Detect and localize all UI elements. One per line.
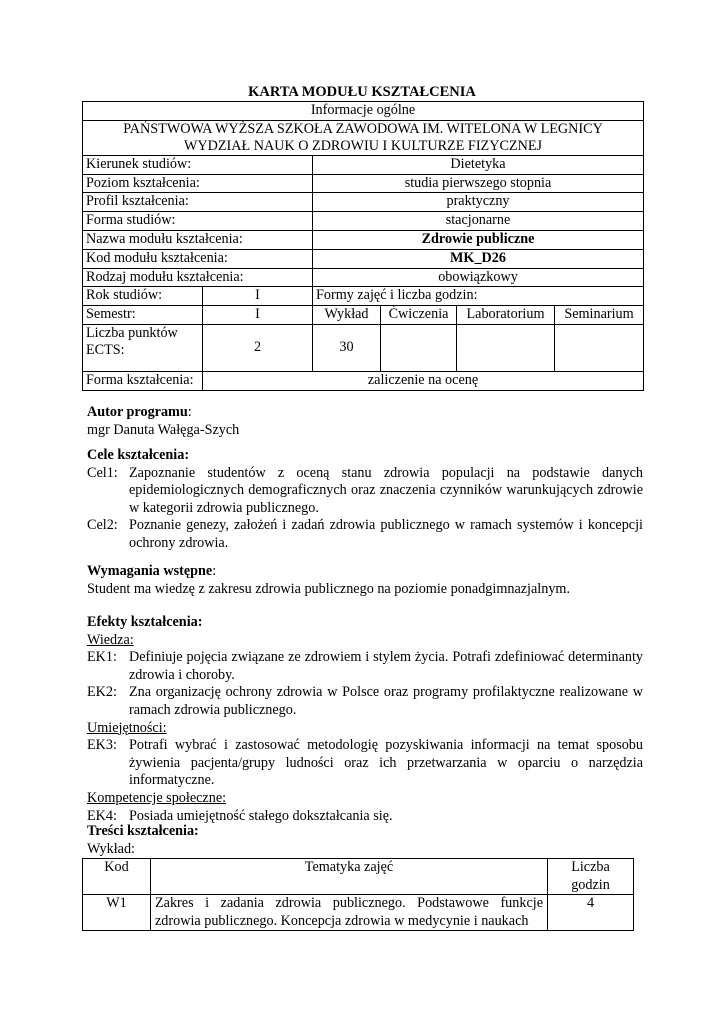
table-row (83, 155, 644, 174)
requirements-text: Student ma wiedzę z zakresu zdrowia publicznego na poziomie ponadgimnazjalnym. (87, 580, 570, 597)
row-value: praktyczny (313, 193, 644, 212)
assessment-value: zaliczenie na ocenę (203, 371, 644, 390)
hours-laboratory (457, 324, 555, 371)
hours-exercises (381, 324, 457, 371)
assessment-label: Forma kształcenia: (83, 371, 203, 390)
col-topic-header: Tematyka zajęć (151, 859, 548, 895)
forms-label: Formy zajęć i liczba godzin: (313, 287, 644, 306)
author-heading-colon: : (187, 404, 192, 420)
goal-item (87, 517, 643, 552)
ects-value: 2 (203, 324, 313, 371)
outcome-code: EK1: (87, 649, 117, 666)
table-header-row (83, 859, 634, 895)
row-label: Forma studiów: (83, 212, 313, 231)
lecture-contents-table (82, 858, 634, 931)
contents-section (87, 823, 643, 858)
table-row (83, 287, 644, 306)
form-lecture: Wykład (313, 306, 381, 325)
table-row (83, 193, 644, 212)
general-info-header: Informacje ogólne (83, 102, 644, 121)
col-hours-header: Liczba godzin (548, 859, 634, 895)
topic-code: W1 (83, 895, 151, 931)
table-row (83, 306, 644, 325)
goal-text: Poznanie genezy, założeń i zadań zdrowia publicznego w ramach systemów i koncepcji ochrony zdrowia. (129, 517, 643, 551)
outcome-text: Potrafi wybrać i zastosować metodologię pozyskiwania informacji na temat sposobu żywienia pacjenta/grupy ludności oraz ich przetwarzania w oparciu o narzędzia informatyczne. (129, 737, 643, 789)
module-name-value: Zdrowie publiczne (313, 230, 644, 249)
col-code-header: Kod (83, 859, 151, 895)
semester-label: Semestr: (83, 306, 203, 325)
table-row (83, 174, 644, 193)
lecture-subheading: Wykład: (87, 840, 135, 857)
author-name: mgr Danuta Wałęga-Szych (87, 421, 240, 438)
table-row (83, 895, 634, 931)
ects-label: Liczba punktów ECTS: (83, 324, 203, 371)
hours-seminar (555, 324, 644, 371)
table-row (83, 324, 644, 371)
table-row (83, 230, 644, 249)
requirements-heading-colon: : (212, 563, 217, 579)
institution-cell (83, 120, 644, 155)
form-laboratory: Laboratorium (457, 306, 555, 325)
module-code-value: MK_D26 (313, 249, 644, 268)
contents-heading: Treści kształcenia: (87, 823, 199, 839)
row-label: Poziom kształcenia: (83, 174, 313, 193)
outcome-item (87, 737, 643, 790)
form-exercises: Ćwiczenia (381, 306, 457, 325)
author-heading: Autor programu (87, 404, 188, 420)
document-title: KARTA MODUŁU KSZTAŁCENIA (248, 84, 476, 100)
row-label: Nazwa modułu kształcenia: (83, 230, 313, 249)
year-label: Rok studiów: (83, 287, 203, 306)
outcomes-section (87, 614, 643, 825)
table-row (83, 212, 644, 231)
outcome-code: EK4: (87, 807, 117, 824)
goal-text: Zapoznanie studentów z oceną stanu zdrowia populacji na podstawie danych epidemiologicznych demograficznych oraz znaczenia czynników warunkujących zdrowie w kategorii zdrowia publicznego. (129, 464, 643, 516)
row-label: Kod modułu kształcenia: (83, 249, 313, 268)
form-seminar: Seminarium (555, 306, 644, 325)
author-section (87, 404, 643, 439)
row-value: stacjonarne (313, 212, 644, 231)
knowledge-subheading: Wiedza: (87, 631, 134, 648)
outcome-code: EK3: (87, 737, 117, 754)
goals-heading: Cele kształcenia: (87, 447, 190, 463)
goals-section (87, 447, 643, 553)
row-label: Profil kształcenia: (83, 193, 313, 212)
requirements-heading: Wymagania wstępne (87, 563, 213, 579)
topic-hours: 4 (548, 895, 634, 931)
outcome-text: Posiada umiejętność stałego dokształcania się. (129, 807, 393, 824)
year-value: I (203, 287, 313, 306)
outcome-code: EK2: (87, 684, 117, 701)
outcomes-heading: Efekty kształcenia: (87, 614, 203, 630)
semester-value: I (203, 306, 313, 325)
outcome-text: Definiuje pojęcia związane ze zdrowiem i stylem życia. Potrafi zdefiniować determinanty zdrowia i choroby. (129, 649, 643, 683)
table-row (83, 371, 644, 390)
goal-item (87, 465, 643, 518)
skills-subheading: Umiejętności: (87, 719, 167, 736)
row-label: Rodzaj modułu kształcenia: (83, 268, 313, 287)
table-row (83, 268, 644, 287)
outcome-item (87, 649, 643, 684)
hours-lecture: 30 (313, 324, 381, 371)
row-label: Kierunek studiów: (83, 155, 313, 174)
faculty-name: WYDZIAŁ NAUK O ZDROWIU I KULTURZE FIZYCZNEJ (183, 137, 543, 154)
social-competences-subheading: Kompetencje społeczne: (87, 789, 227, 806)
outcome-item (87, 684, 643, 719)
topic-text: Zakres i zadania zdrowia publicznego. Podstawowe funkcje zdrowia publicznego. Koncepcja zdrowia w medycynie i naukach (151, 895, 548, 931)
table-row (83, 249, 644, 268)
school-name: PAŃSTWOWA WYŻSZA SZKOŁA ZAWODOWA IM. WITELONA W LEGNICY (123, 120, 603, 137)
row-value: obowiązkowy (313, 268, 644, 287)
goal-code: Cel1: (87, 464, 118, 481)
goal-code: Cel2: (87, 517, 118, 534)
requirements-section (87, 563, 643, 598)
row-value: studia pierwszego stopnia (313, 174, 644, 193)
general-info-table (82, 101, 644, 391)
outcome-text: Zna organizację ochrony zdrowia w Polsce oraz programy profilaktyczne realizowane w ramach zdrowia publicznego. (129, 684, 643, 718)
row-value: Dietetyka (313, 155, 644, 174)
